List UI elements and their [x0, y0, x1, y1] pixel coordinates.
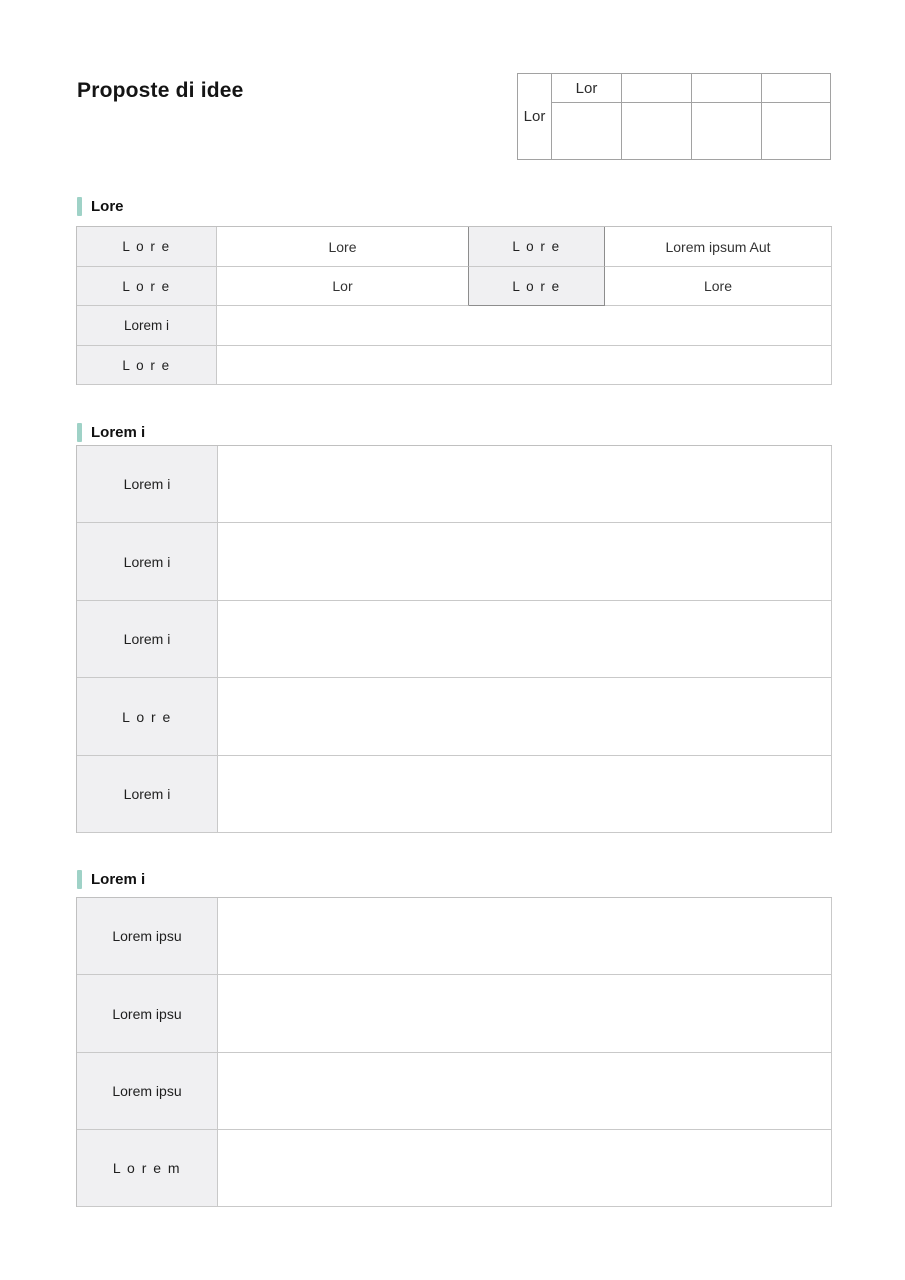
- info-empty-cell: [762, 103, 831, 160]
- table-row: [77, 601, 832, 678]
- row-value-cell: [218, 898, 832, 975]
- info-empty-cell: [692, 74, 762, 103]
- row-label-cell: Lorem i: [77, 446, 218, 523]
- row-label-cell: L o r e: [77, 227, 217, 267]
- row-label-cell: L o r e m: [77, 1130, 218, 1207]
- info-side-label-cell: Lor: [518, 74, 552, 160]
- info-table-row: [518, 103, 831, 160]
- row-value-cell: [218, 975, 832, 1053]
- section-title: Lorem i: [91, 870, 146, 888]
- row-value-cell: [218, 756, 832, 833]
- table-row: [77, 678, 832, 756]
- section-header-1: [77, 196, 124, 216]
- row-value-cell: [217, 346, 832, 385]
- row-value-cell: [218, 1130, 832, 1207]
- table-row: [77, 267, 832, 306]
- section-accent-bar: [77, 423, 82, 442]
- table-row: [77, 898, 832, 975]
- table-section-2: [76, 445, 832, 833]
- row-label-cell: L o r e: [77, 678, 218, 756]
- row-value-cell: Lore: [217, 227, 469, 267]
- table-section-3: [76, 897, 832, 1207]
- section-accent-bar: [77, 870, 82, 889]
- table-row: [77, 227, 832, 267]
- table-row: [77, 756, 832, 833]
- row-label-cell: L o r e: [77, 346, 217, 385]
- table-row: [77, 975, 832, 1053]
- row-value-cell: [218, 523, 832, 601]
- row-label-cell: L o r e: [469, 227, 605, 267]
- row-label-cell: Lorem i: [77, 306, 217, 346]
- info-column-label-cell: Lor: [552, 74, 622, 103]
- row-label-cell: Lorem ipsu: [77, 898, 218, 975]
- info-empty-cell: [552, 103, 622, 160]
- row-value-cell: Lor: [217, 267, 469, 306]
- row-label-cell: Lorem ipsu: [77, 975, 218, 1053]
- row-label-cell: Lorem ipsu: [77, 1053, 218, 1130]
- row-value-cell: Lore: [605, 267, 832, 306]
- section-header-2: [77, 422, 145, 442]
- row-label-cell: Lorem i: [77, 756, 218, 833]
- table-section-1: [76, 226, 832, 385]
- row-label-cell: L o r e: [469, 267, 605, 306]
- info-table-row: [518, 74, 831, 103]
- table-row: [77, 1053, 832, 1130]
- info-table: [517, 73, 831, 160]
- section-title: Lorem i: [91, 423, 146, 441]
- table-row: [77, 446, 832, 523]
- info-empty-cell: [692, 103, 762, 160]
- table-row: [77, 346, 832, 385]
- section-title: Lore: [91, 197, 124, 215]
- section-accent-bar: [77, 197, 82, 216]
- info-empty-cell: [622, 103, 692, 160]
- row-value-cell: [218, 1053, 832, 1130]
- row-label-cell: Lorem i: [77, 523, 218, 601]
- row-value-cell: [218, 446, 832, 523]
- info-empty-cell: [762, 74, 831, 103]
- row-value-cell: Lorem ipsum Aut: [605, 227, 832, 267]
- section-header-3: [77, 869, 145, 889]
- table-row: [77, 523, 832, 601]
- row-value-cell: [217, 306, 832, 346]
- page-title: Proposte di idee: [77, 79, 244, 102]
- row-label-cell: Lorem i: [77, 601, 218, 678]
- row-value-cell: [218, 678, 832, 756]
- row-label-cell: L o r e: [77, 267, 217, 306]
- table-row: [77, 1130, 832, 1207]
- row-value-cell: [218, 601, 832, 678]
- info-empty-cell: [622, 74, 692, 103]
- table-row: [77, 306, 832, 346]
